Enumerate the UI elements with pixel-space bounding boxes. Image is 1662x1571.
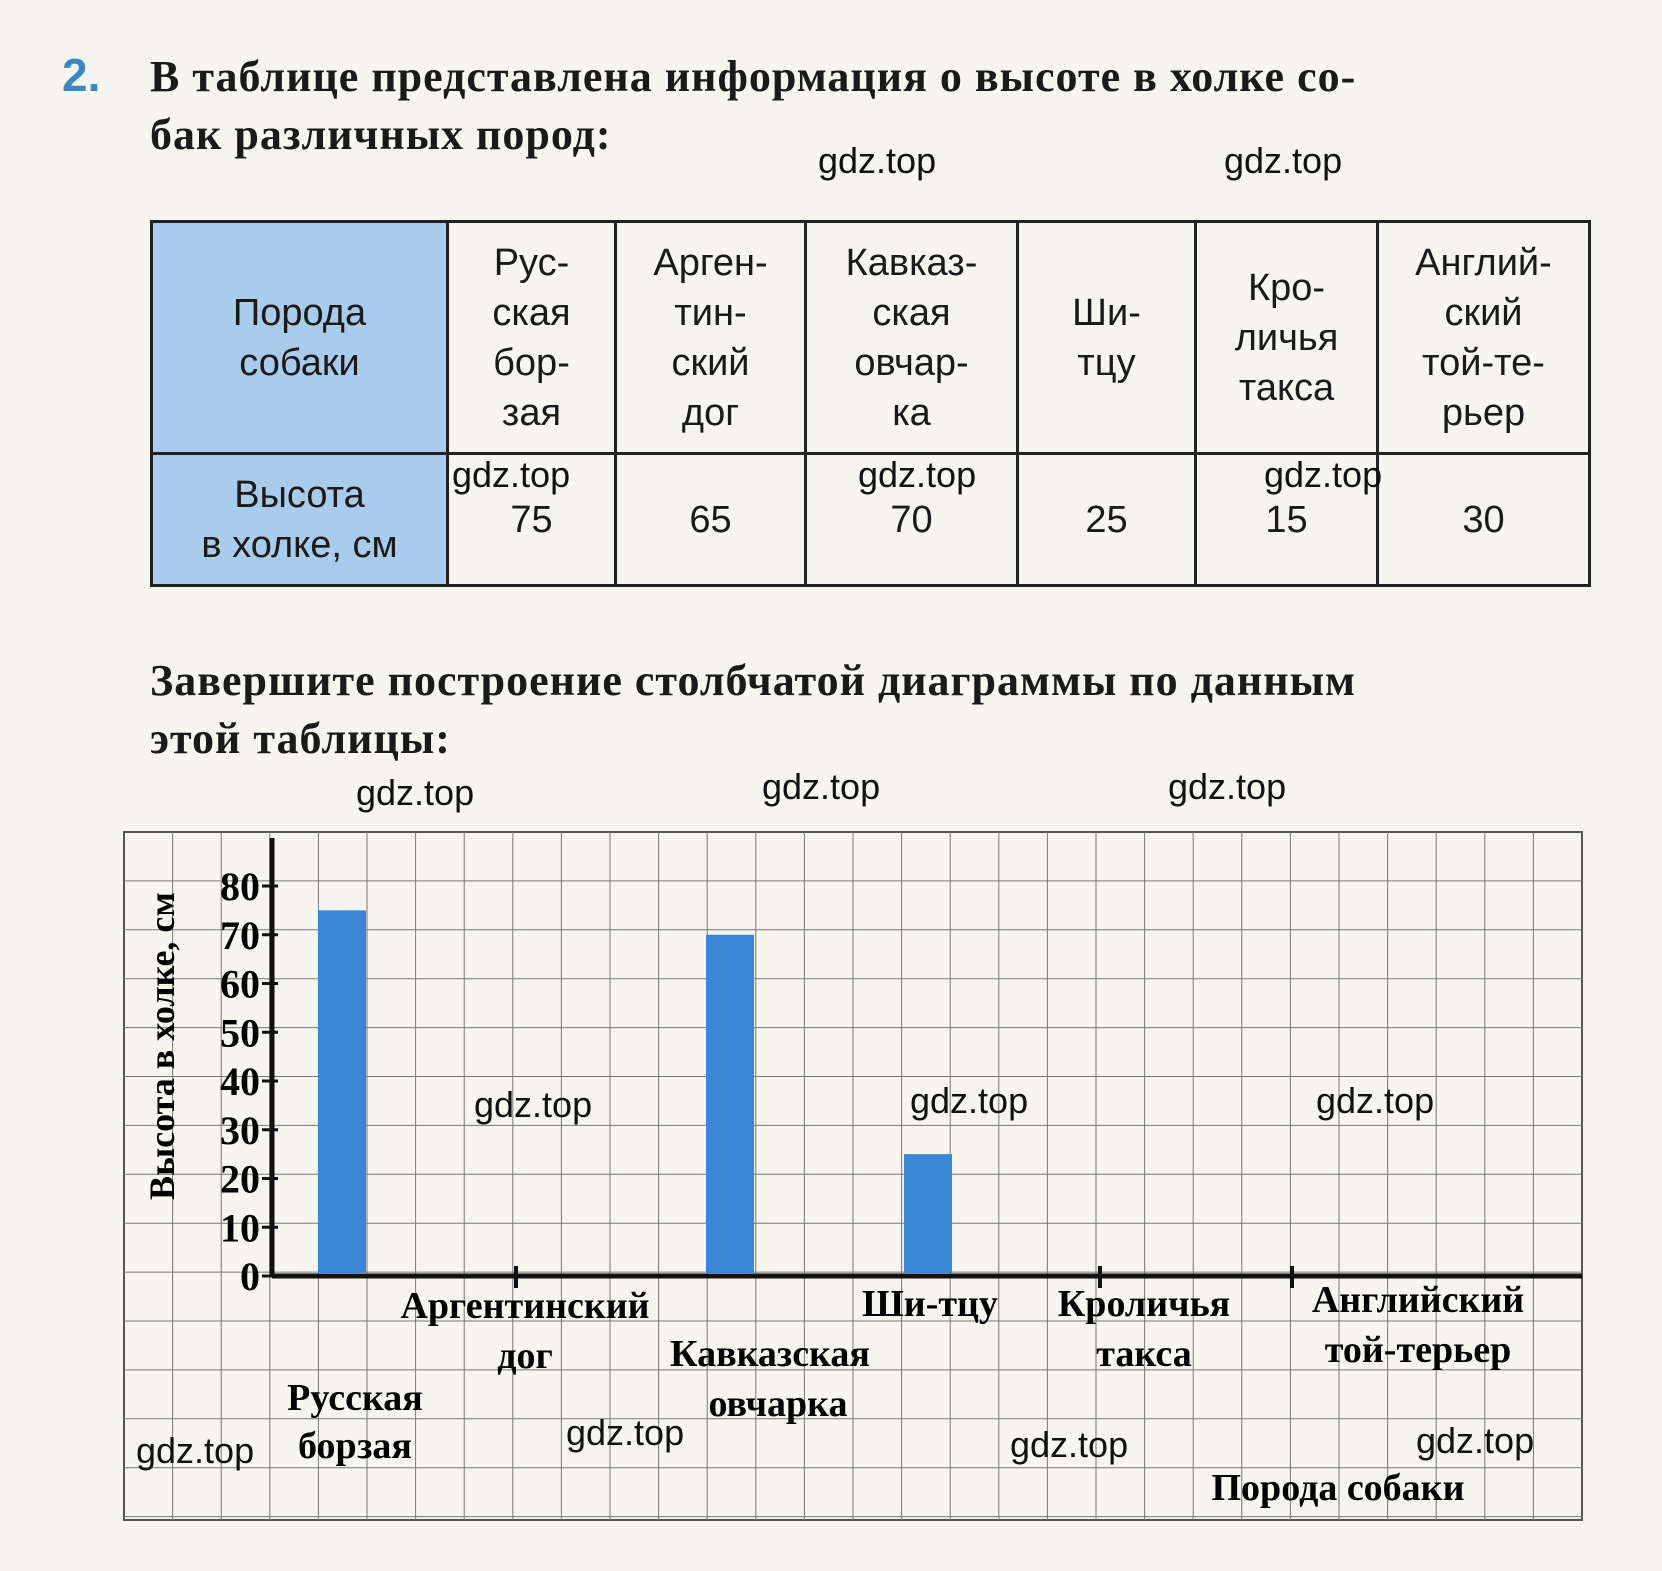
breed-cell: Англий- ский той-те- рьер <box>1378 222 1590 454</box>
task-number: 2. <box>62 49 101 101</box>
watermark: gdz.top <box>1010 1424 1129 1465</box>
x-category-label: Русская <box>287 1377 423 1419</box>
breed-cell: Кавказ- ская овчар- ка <box>806 222 1018 454</box>
intro-line-2: бак различных пород: <box>150 110 612 159</box>
x-category-label: той-терьер <box>1324 1329 1512 1371</box>
y-tick-label: 30 <box>220 1107 260 1153</box>
y-tick-label: 50 <box>220 1010 260 1056</box>
watermark: gdz.top <box>762 766 881 807</box>
watermark: gdz.top <box>1264 454 1383 495</box>
y-tick-label: 0 <box>240 1254 260 1299</box>
y-tick-label: 20 <box>220 1156 260 1202</box>
y-tick-label: 10 <box>220 1205 260 1251</box>
bar <box>706 935 754 1273</box>
height-cell: 30 <box>1378 454 1590 586</box>
intro-line-1: В таблице представлена информация о высоте в холке со- <box>150 52 1357 101</box>
bar <box>904 1154 952 1273</box>
watermark: gdz.top <box>1168 766 1287 807</box>
watermark: gdz.top <box>136 1430 255 1471</box>
watermark: gdz.top <box>1224 140 1343 181</box>
watermark: gdz.top <box>566 1412 685 1453</box>
x-category-label: Английский <box>1311 1279 1525 1321</box>
bar <box>318 910 366 1273</box>
x-category-label: Аргентинский <box>400 1285 650 1327</box>
watermark: gdz.top <box>910 1080 1029 1121</box>
x-category-label: Кавказская <box>670 1333 870 1375</box>
watermark: gdz.top <box>858 454 977 495</box>
breed-cell: Кро- личья такса <box>1196 222 1378 454</box>
height-cell: 15 <box>1196 454 1378 586</box>
chart-bars <box>318 910 952 1273</box>
y-axis-title: Высота в холке, см <box>142 892 182 1200</box>
x-category-label: овчарка <box>708 1383 848 1425</box>
instruction-line-2: этой таблицы: <box>150 714 451 763</box>
breed-cell: Арген- тин- ский дог <box>616 222 806 454</box>
x-category-label: Ши-тцу <box>862 1283 998 1325</box>
y-tick-label: 40 <box>220 1059 260 1104</box>
x-category-label: дог <box>497 1335 553 1377</box>
breed-cell: Ши- тцу <box>1018 222 1196 454</box>
row-header-height: Высота в холке, см <box>152 454 448 586</box>
x-category-label: борзая <box>298 1425 412 1467</box>
y-tick-label: 80 <box>220 864 260 909</box>
x-axis-title: Порода собаки <box>1211 1467 1465 1509</box>
height-cell: 70 <box>806 454 1018 586</box>
watermark: gdz.top <box>452 454 571 495</box>
x-category-label: Кроличья <box>1057 1283 1231 1325</box>
height-cell: 75 <box>448 454 616 586</box>
watermark: gdz.top <box>1316 1080 1435 1121</box>
height-cell: 25 <box>1018 454 1196 586</box>
x-category-label: такса <box>1096 1333 1192 1375</box>
row-header-breed: Порода собаки <box>152 222 448 454</box>
instruction-line-1: Завершите построение столбчатой диаграммы по данным <box>150 656 1356 705</box>
y-tick-label: 70 <box>220 912 260 958</box>
breed-cell: Рус- ская бор- зая <box>448 222 616 454</box>
watermark: gdz.top <box>474 1084 593 1125</box>
watermark: gdz.top <box>818 140 937 181</box>
watermark: gdz.top <box>1416 1420 1535 1461</box>
height-cell: 65 <box>616 454 806 586</box>
y-tick-label: 60 <box>220 961 260 1007</box>
watermark: gdz.top <box>356 772 475 813</box>
